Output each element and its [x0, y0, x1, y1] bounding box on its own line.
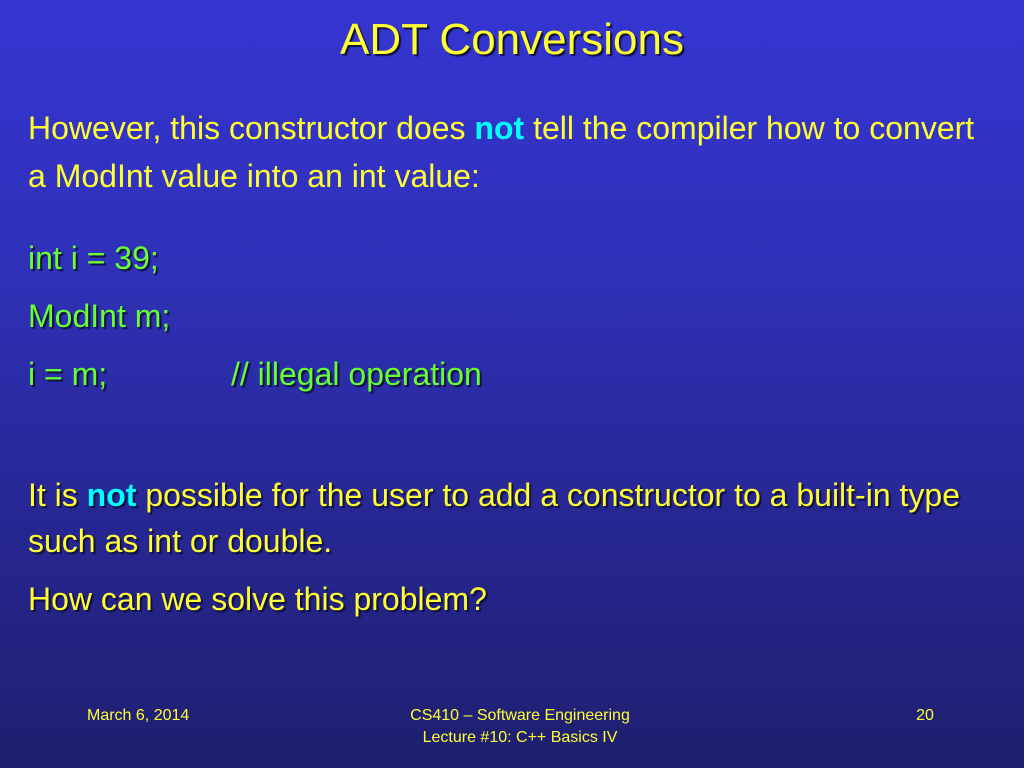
- code-block: [28, 238, 988, 412]
- intro-text-before: However, this constructor does: [28, 110, 475, 146]
- note-emphasis: not: [86, 477, 137, 513]
- intro-emphasis: not: [474, 110, 525, 146]
- footer-page-number: 20: [916, 707, 934, 724]
- intro-text-after: tell the compiler how to convert a ModInt value into an int value:: [28, 110, 975, 194]
- footer-course-title: CS410 – Software Engineering: [410, 707, 630, 724]
- note-text-before: It is: [28, 477, 87, 513]
- footer-course: [320, 705, 720, 749]
- code-line-3-comment: // illegal operation: [231, 356, 482, 392]
- question-text: How can we solve this problem?: [28, 581, 487, 617]
- intro-paragraph: [28, 104, 998, 200]
- footer-lecture-title: Lecture #10: C++ Basics IV: [422, 729, 618, 746]
- code-line-2: ModInt m;: [28, 298, 171, 334]
- note-text-after: possible for the user to add a constructor to a built-in type such as int or double.: [28, 477, 960, 559]
- code-line-3: [28, 354, 988, 412]
- code-line-3-statement: i = m;: [28, 356, 108, 392]
- slide-title: ADT Conversions: [340, 15, 684, 64]
- footer-date: March 6, 2014: [87, 707, 190, 724]
- code-line-1: int i = 39;: [28, 240, 159, 276]
- note-paragraph: [28, 472, 998, 564]
